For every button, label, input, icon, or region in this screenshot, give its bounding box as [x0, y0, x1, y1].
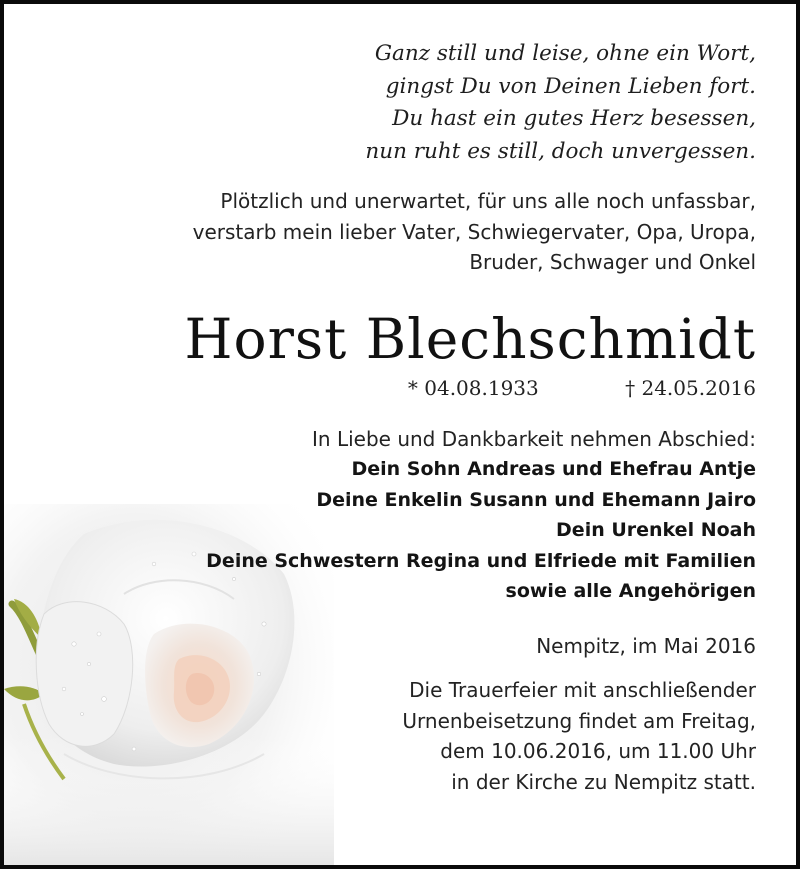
funeral-service-info [56, 675, 756, 797]
mourner-entry: Deine Schwestern Regina und Elfriede mit Familien [206, 549, 756, 572]
place-and-date: Nempitz, im Mai 2016 [536, 633, 756, 658]
mourners-intro: In Liebe und Dankbarkeit nehmen Abschied: [312, 426, 756, 451]
obituary-text [56, 38, 756, 797]
death-date: † 24.05.2016 [625, 375, 756, 400]
mourners-list [56, 424, 756, 607]
poem-line: Ganz still und leise, ohne ein Wort, [374, 41, 756, 66]
service-line: in der Kirche zu Nempitz statt. [451, 769, 756, 794]
poem-line: gingst Du von Deinen Lieben fort. [385, 73, 756, 99]
mourner-entry: sowie alle Angehörigen [505, 580, 756, 602]
poem [56, 38, 756, 168]
service-line: dem 10.06.2016, um 11.00 Uhr [440, 739, 756, 763]
mourner-entry: Dein Sohn Andreas und Ehefrau Antje [351, 458, 756, 480]
poem-line: Du hast ein gutes Herz besessen, [392, 106, 756, 131]
intro-line: Plötzlich und unerwartet, für uns alle noch unfassbar, [220, 189, 756, 213]
life-dates [56, 374, 756, 402]
birth-date: * 04.08.1933 [407, 375, 539, 400]
deceased-name: Horst Blechschmidt [184, 306, 756, 371]
intro-line: Bruder, Schwager und Onkel [469, 250, 756, 274]
service-line: Urnenbeisetzung findet am Freitag, [402, 708, 756, 733]
mourner-entry: Deine Enkelin Susann und Ehemann Jairo [316, 488, 756, 511]
announcement-intro [56, 186, 756, 278]
poem-line: nun ruht es still, doch unvergessen. [365, 138, 756, 164]
intro-line: verstarb mein lieber Vater, Schwiegervater, Opa, Uropa, [192, 219, 756, 244]
service-line: Die Trauerfeier mit anschließender [409, 678, 756, 702]
mourner-entry: Dein Urenkel Noah [556, 519, 756, 541]
